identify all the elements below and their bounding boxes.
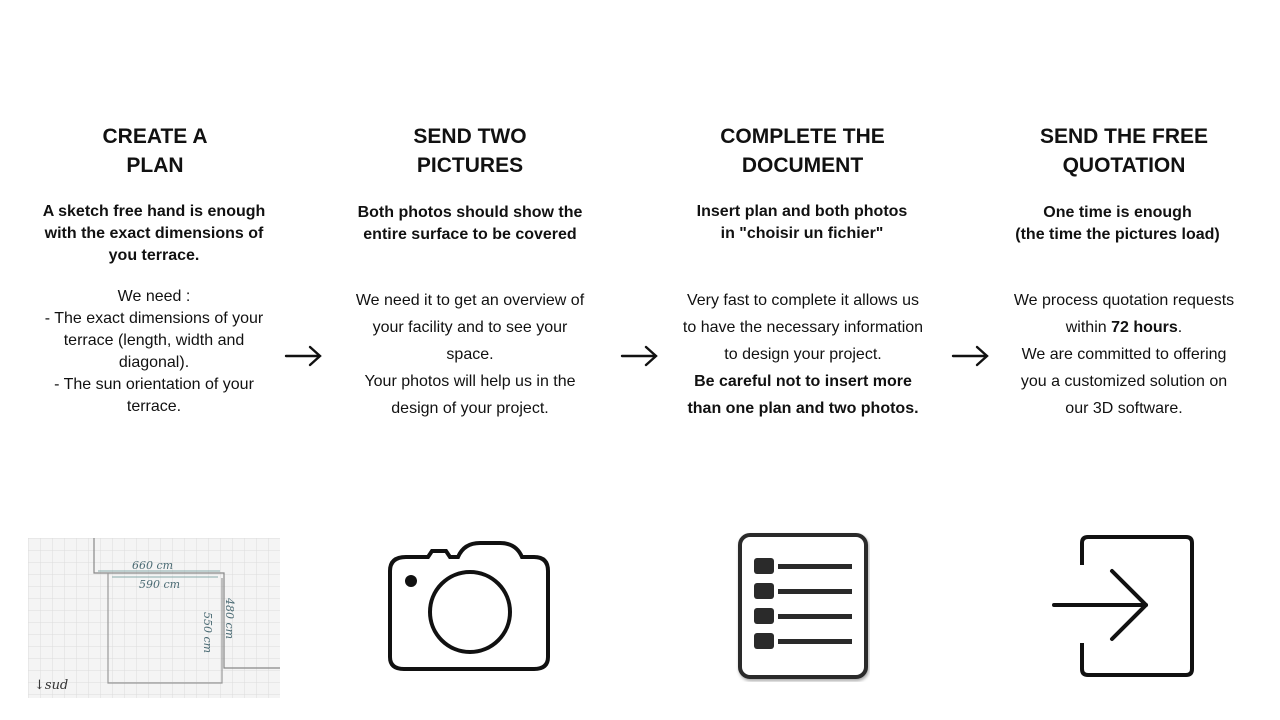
subtitle-line: Both photos should show the (357, 204, 583, 221)
plan-dimension-label: 550 cm (201, 612, 214, 654)
body-line: design of your project. (391, 400, 549, 417)
camera-icon (388, 541, 550, 671)
arrow-right-icon (284, 341, 324, 371)
body-line: We need it to get an overview of (355, 292, 585, 309)
body-line: space. (446, 346, 494, 363)
warning-line: Be careful not to insert more (694, 373, 912, 390)
title-line: CREATE A (102, 125, 208, 148)
body-line: your facility and to see your (372, 319, 568, 336)
step-body (340, 287, 600, 422)
warning-line: than one plan and two photos. (687, 400, 919, 417)
step-title (40, 122, 270, 180)
step-subtitle (677, 201, 927, 245)
body-line: Very fast to complete it allows us (686, 292, 920, 309)
body-line: to have the necessary information (682, 319, 924, 336)
floor-plan-sketch (28, 538, 280, 698)
step-title (1000, 122, 1248, 180)
subtitle-line: in "choisir un fichier" (720, 225, 884, 242)
title-line: QUOTATION (1062, 154, 1186, 177)
subtitle-line: you terrace. (108, 247, 200, 264)
body-text: . (1177, 319, 1183, 336)
step-subtitle (995, 202, 1240, 246)
body-text: within (1065, 319, 1112, 336)
body-line: terrace (length, width and (63, 332, 245, 349)
body-line: our 3D software. (1065, 400, 1183, 417)
title-line: DOCUMENT (741, 154, 864, 177)
title-line: COMPLETE THE (720, 125, 885, 148)
step-subtitle (34, 201, 274, 267)
body-line: We need : (117, 288, 191, 305)
plan-dimension-label: 660 cm (132, 559, 174, 572)
title-line: SEND THE FREE (1039, 125, 1209, 148)
step-title (680, 122, 925, 180)
body-line: terrace. (126, 398, 182, 415)
arrow-right-icon (620, 341, 660, 371)
body-line: you a customized solution on (1020, 373, 1228, 390)
step-subtitle (345, 202, 595, 246)
step-body (668, 287, 938, 422)
step-body (996, 287, 1252, 422)
body-line: to design your project. (724, 346, 882, 363)
title-line: PLAN (126, 154, 184, 177)
list-document-icon (736, 532, 870, 682)
body-line: We process quotation requests (1013, 292, 1235, 309)
subtitle-line: Insert plan and both photos (696, 203, 908, 220)
subtitle-line: entire surface to be covered (363, 226, 577, 243)
body-line: - The sun orientation of your (54, 376, 254, 393)
step-title (355, 122, 585, 180)
plan-dimension-label: 480 cm (223, 598, 236, 640)
arrow-right-icon (951, 341, 991, 371)
title-line: PICTURES (416, 154, 524, 177)
body-line: diagonal). (118, 354, 190, 371)
body-line (996, 314, 1252, 341)
body-line: Your photos will help us in the (364, 373, 576, 390)
title-line: SEND TWO (413, 125, 527, 148)
subtitle-line: (the time the pictures load) (1015, 226, 1220, 243)
south-label: ↓sud (34, 678, 69, 693)
subtitle-line: with the exact dimensions of (44, 225, 264, 242)
step-body (34, 286, 274, 418)
plan-dimension-label: 590 cm (139, 578, 181, 591)
body-line: We are committed to offering (1021, 346, 1227, 363)
turnaround-time: 72 hours (1111, 319, 1178, 336)
subtitle-line: A sketch free hand is enough (42, 203, 266, 220)
sign-in-icon (1052, 535, 1196, 677)
body-line: - The exact dimensions of your (44, 310, 264, 327)
subtitle-line: One time is enough (1043, 204, 1192, 221)
